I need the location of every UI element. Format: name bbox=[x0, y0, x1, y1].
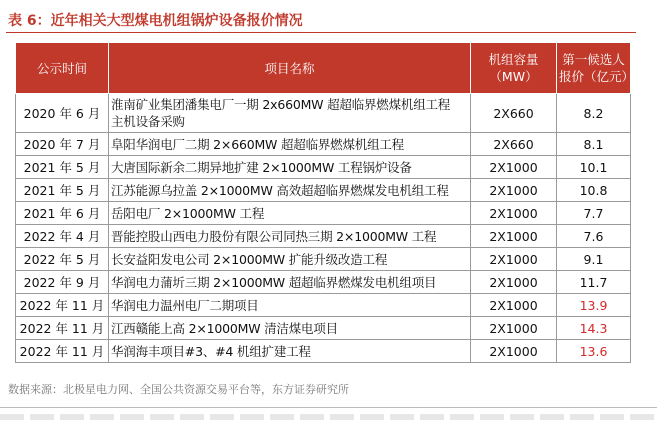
cell-capacity: 2X1000 bbox=[471, 294, 557, 317]
table-row bbox=[16, 340, 631, 363]
cell-capacity: 2X1000 bbox=[471, 225, 557, 248]
cell-time: 2020 年 7 月 bbox=[16, 133, 109, 156]
cell-project-line2: 主机设备采购 bbox=[111, 114, 185, 129]
header-capacity-line2: （MW） bbox=[489, 69, 538, 84]
cell-project: 江西赣能上高 2×1000MW 清洁煤电项目 bbox=[109, 317, 471, 340]
cell-time: 2022 年 11 月 bbox=[16, 317, 109, 340]
cell-project: 晋能控股山西电力股份有限公司同热三期 2×1000MW 工程 bbox=[109, 225, 471, 248]
header-time: 公示时间 bbox=[16, 43, 109, 94]
cell-price: 10.8 bbox=[557, 179, 631, 202]
table-row bbox=[16, 133, 631, 156]
cell-price: 7.6 bbox=[557, 225, 631, 248]
cell-time: 2021 年 5 月 bbox=[16, 156, 109, 179]
table-row bbox=[16, 94, 631, 133]
table-row bbox=[16, 179, 631, 202]
table-row bbox=[16, 248, 631, 271]
header-capacity-line1: 机组容量 bbox=[488, 52, 539, 67]
table-row bbox=[16, 225, 631, 248]
cell-project: 岳阳电厂 2×1000MW 工程 bbox=[109, 202, 471, 225]
cell-capacity: 2X1000 bbox=[471, 340, 557, 363]
cell-project: 长安益阳发电公司 2×1000MW 扩能升级改造工程 bbox=[109, 248, 471, 271]
header-price-line2: 报价（亿元） bbox=[559, 69, 635, 84]
cell-price: 10.1 bbox=[557, 156, 631, 179]
cell-time: 2021 年 5 月 bbox=[16, 179, 109, 202]
table-row bbox=[16, 156, 631, 179]
table-row bbox=[16, 317, 631, 340]
title-divider bbox=[6, 32, 636, 33]
cell-project: 江苏能源乌拉盖 2×1000MW 高效超超临界燃煤发电机组工程 bbox=[109, 179, 471, 202]
table-title: 表 6：近年相关大型煤电机组锅炉设备报价情况 bbox=[8, 13, 303, 29]
cell-capacity: 2X1000 bbox=[471, 317, 557, 340]
cell-project: 华润海丰项目#3、#4 机组扩建工程 bbox=[109, 340, 471, 363]
cell-price: 7.7 bbox=[557, 202, 631, 225]
cell-project: 华润电力温州电厂二期项目 bbox=[109, 294, 471, 317]
cell-project: 阜阳华润电厂二期 2×660MW 超超临界燃煤机组工程 bbox=[109, 133, 471, 156]
header-price bbox=[557, 43, 635, 94]
cell-price: 8.2 bbox=[557, 94, 631, 133]
cell-time: 2022 年 11 月 bbox=[16, 340, 109, 363]
cell-price: 11.7 bbox=[557, 271, 631, 294]
cell-capacity: 2X1000 bbox=[471, 248, 557, 271]
cell-project-line1: 淮南矿业集团潘集电厂一期 2x660MW 超超临界燃煤机组工程 bbox=[111, 97, 451, 112]
header-price-line1: 第一候选人 bbox=[562, 52, 625, 67]
cell-time: 2022 年 5 月 bbox=[16, 248, 109, 271]
table-row bbox=[16, 271, 631, 294]
cell-price-highlight: 13.9 bbox=[557, 294, 631, 317]
cell-project: 华润电力蒲圻三期 2×1000MW 超超临界燃煤发电机组项目 bbox=[109, 271, 471, 294]
header-project: 项目名称 bbox=[109, 43, 471, 94]
cell-capacity: 2X1000 bbox=[471, 271, 557, 294]
table-row bbox=[16, 294, 631, 317]
table-header-row bbox=[16, 43, 631, 94]
cell-time: 2022 年 11 月 bbox=[16, 294, 109, 317]
table-row bbox=[16, 202, 631, 225]
cell-time: 2022 年 4 月 bbox=[16, 225, 109, 248]
cell-price: 9.1 bbox=[557, 248, 631, 271]
cell-time: 2022 年 9 月 bbox=[16, 271, 109, 294]
cell-price: 8.1 bbox=[557, 133, 631, 156]
cell-time: 2020 年 6 月 bbox=[16, 94, 109, 133]
cell-capacity: 2X1000 bbox=[471, 179, 557, 202]
cell-project: 大唐国际新余二期异地扩建 2×1000MW 工程锅炉设备 bbox=[109, 156, 471, 179]
cell-capacity: 2X660 bbox=[471, 133, 557, 156]
bid-price-table bbox=[15, 42, 635, 363]
cell-capacity: 2X660 bbox=[471, 94, 557, 133]
cell-capacity: 2X1000 bbox=[471, 156, 557, 179]
cell-price-highlight: 13.6 bbox=[557, 340, 631, 363]
footer-divider bbox=[0, 407, 657, 408]
cropped-next-line bbox=[0, 414, 657, 420]
header-capacity bbox=[471, 43, 557, 94]
cell-time: 2021 年 6 月 bbox=[16, 202, 109, 225]
data-source-note: 数据来源：北极星电力网、全国公共资源交易平台等，东方证券研究所 bbox=[8, 383, 349, 396]
cell-capacity: 2X1000 bbox=[471, 202, 557, 225]
cell-project bbox=[109, 94, 471, 133]
cell-price-highlight: 14.3 bbox=[557, 317, 631, 340]
